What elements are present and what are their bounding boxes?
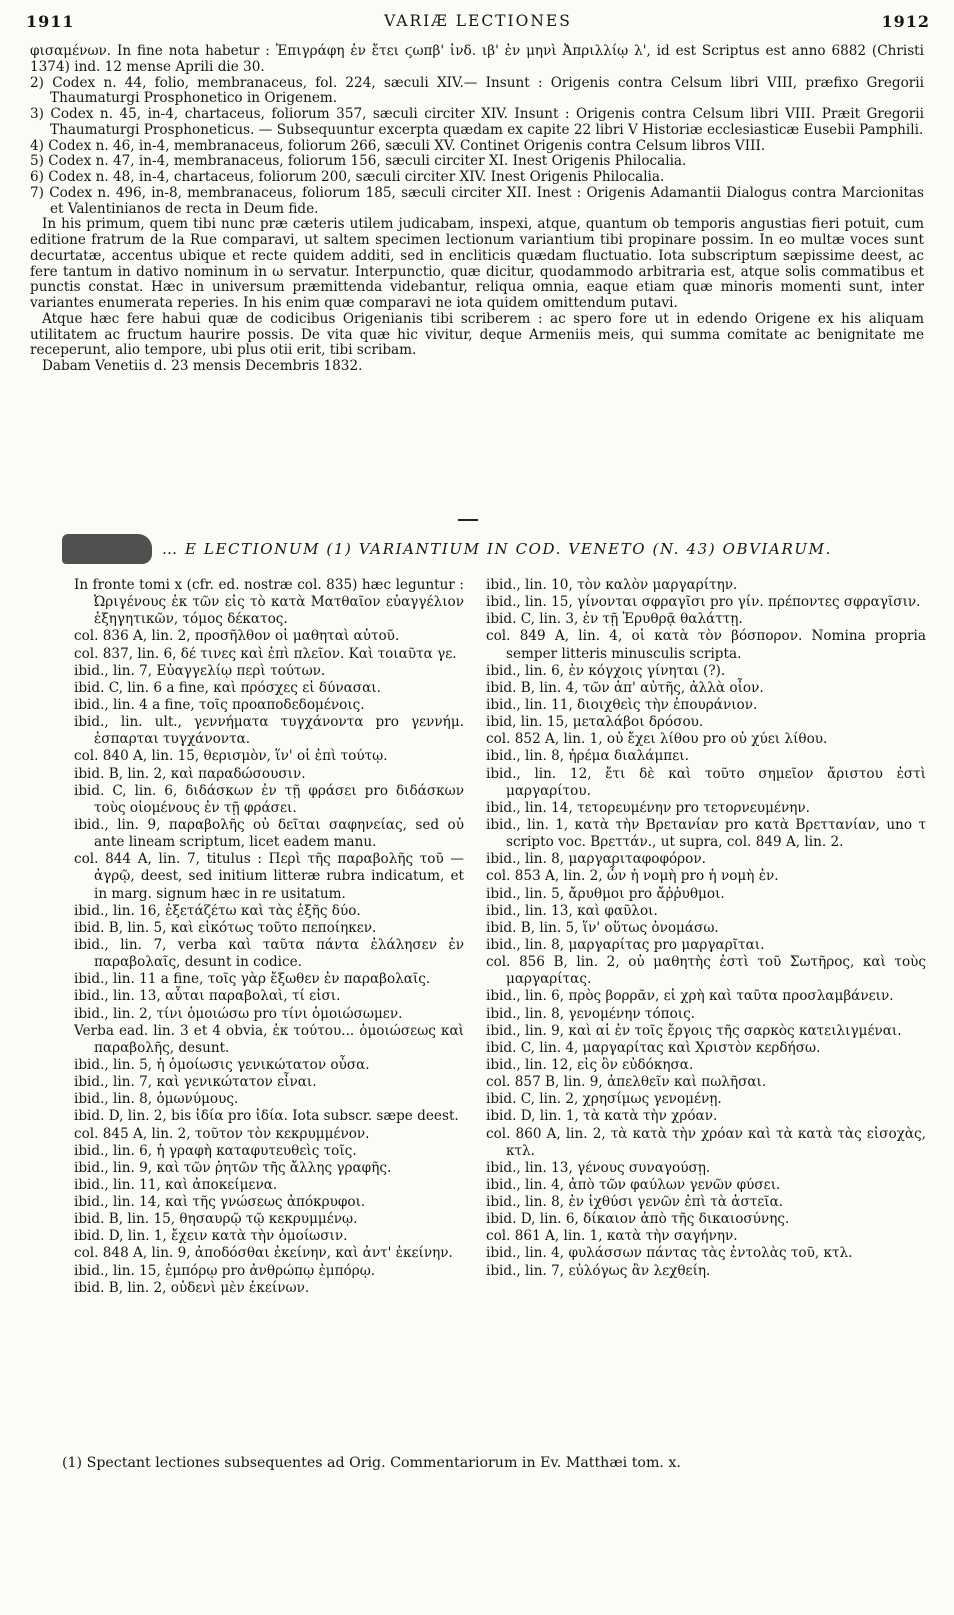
variant-entry: ibid., lin. 5, ἄρυθμοι pro ἄῤῥυθμοι. — [486, 885, 725, 902]
left-column — [74, 577, 464, 1297]
variant-entry: ibid., lin. 9, καὶ αἱ ἐν τοῖς ἔργοις τῆς σαρκὸς κατειλιγμέναι. — [486, 1022, 902, 1039]
variant-entry: ibid., lin. 1, κατὰ τὴν Βρετανίαν pro κατὰ Βρεττανίαν, uno τ scripto voc. Βρεττάν., ut supra, col. 849 A, lin. 2. — [486, 816, 926, 851]
variant-entry: ibid. D, lin. 6, δίκαιον ἀπὸ τῆς δικαιοσύνης. — [486, 1211, 790, 1228]
variant-entry: ibid. D, lin. 1, τὰ κατὰ τὴν χρόαν. — [486, 1108, 718, 1125]
variant-entry: ibid. B, lin. 15, θησαυρῷ τῷ κεκρυμμένῳ. — [74, 1211, 358, 1228]
variant-entry: ibid., lin. 7, καὶ γενικώτατον εἶναι. — [74, 1074, 317, 1091]
variant-entry: ibid., lin. 4, φυλάσσων πάντας τὰς ἐντολὰς τοῦ, κτλ. — [486, 1245, 853, 1262]
variant-entry: ibid. C, lin. 4, μαργαρίτας καὶ Χριστὸν κερδήσω. — [486, 1039, 821, 1056]
codex-entry: 3) Codex n. 45, in-4, chartaceus, foliorum 357, sæculi circiter XIV. Insunt : Origenis contra Celsum libri VIII. Præit Gregorii Thaumaturgi Prosphoneticus. — Subsequuntur excerpta quædam ex capite 22 libri V Historiæ ecclesiasticæ Eusebii Pamphili. — [30, 106, 924, 138]
variant-entry: ibid., lin. 12, εἰς ὃν εὐδόκησα. — [486, 1056, 694, 1073]
variant-entry: ibid. B, lin. 2, καὶ παραδώσουσιν. — [74, 765, 306, 782]
variant-entry: ibid., lin. 13, γένους συναγούσῃ. — [486, 1159, 711, 1176]
variant-entry: ibid., lin. 6, ἐν κόγχοις γίνηται (?). — [486, 662, 726, 679]
variant-entry: ibid. C, lin. 6, διδάσκων ἐν τῇ φράσει pro διδάσκων τοὺς οἰομένους ἐν τῇ φράσει. — [74, 782, 464, 816]
section-title: … E LECTIONUM (1) VARIANTIUM IN COD. VENETO (N. 43) OBVIARUM. — [162, 540, 832, 558]
variant-entry: ibid., lin. 14, τετορευμένην pro τετορνευμένην. — [486, 799, 810, 816]
variant-entry: ibid., lin. 8, ἠρέμα διαλάμπει. — [486, 748, 689, 765]
dateline: Dabam Venetiis d. 23 mensis Decembris 1832. — [42, 358, 363, 374]
variant-entry: ibid., lin. 14, καὶ τῆς γνώσεως ἀπόκρυφοι. — [74, 1194, 366, 1211]
variant-entry: col. 836 A, lin. 2, προσῆλθον οἱ μαθηταὶ αὐτοῦ. — [74, 628, 400, 645]
variant-entry: col. 848 A, lin. 9, ἀποδόσθαι ἐκείνην, καὶ ἀντ' ἐκείνην. — [74, 1245, 453, 1262]
variant-entry: Verba ead. lin. 3 et 4 obvia, ἐκ τούτου... ὁμοιώσεως καὶ παραβολῆς, desunt. — [74, 1022, 464, 1056]
variant-entry: ibid., lin. 16, ἐξετάζέτω καὶ τὰς ἑξῆς δύο. — [74, 902, 361, 919]
right-column — [486, 577, 926, 1280]
variant-entry: ibid., lin. 6, ἡ γραφὴ καταφυτευθεὶς τοῖς. — [74, 1142, 357, 1159]
variant-entry: ibid., lin. 4, ἀπὸ τῶν φαύλων γενῶν φύσει. — [486, 1176, 781, 1193]
variant-entry: ibid., lin. 4 a fine, τοῖς προαποδεδομένοις. — [74, 696, 365, 713]
codex-entry: 5) Codex n. 47, in-4, membranaceus, foliorum 156, sæculi circiter XI. Inest Origenis Philocalia. — [30, 153, 687, 170]
body-paragraph: Atque hæc fere habui quæ de codicibus Origenianis tibi scriberem : ac spero fore ut in edendo Origene ex his aliquam utilitatem ac fructum haurire possis. De vita quæ hic vivitur, deque Armeniis meis, qui summa comitate ac benignitate me receperunt, alio tempore, ubi plus otii erit, tibi scribam. — [30, 310, 924, 359]
variant-entry: ibid., lin. ult., γεννήματα τυγχάνοντα pro γεννήμ. ἐσπαρται τυγχάνοντα. — [74, 714, 464, 748]
variant-entry: ibid., lin. 13, αὗται παραβολαὶ, τί εἰσι. — [74, 988, 341, 1005]
variant-entry: ibid. D, lin. 1, ἔχειν κατὰ τὴν ὁμοίωσιν. — [74, 1228, 348, 1245]
variant-entry: ibid., lin. 8, ὁμωνύμους. — [74, 1091, 239, 1108]
variant-entry: ibid. B, lin. 5, ἵν' οὕτως ὀνομάσω. — [486, 919, 719, 936]
variant-entry: ibid., lin. 8, γενομένην τόποις. — [486, 1005, 696, 1022]
running-title: VARIÆ LECTIONES — [384, 12, 572, 30]
variant-entry: ibid., lin. 7, verba καὶ ταῦτα πάντα ἐλάλησεν ἐν παραβολαῖς, desunt in codice. — [74, 936, 464, 971]
variant-entry: ibid., lin. 8, μαργαρίτας pro μαργαρῖται. — [486, 936, 765, 953]
variant-entry: ibid., lin. 8, μαργαριταφοφόρον. — [486, 851, 706, 868]
variant-entry: col. 840 A, lin. 15, θερισμὸν, ἵν' οἱ ἐπὶ τούτῳ. — [74, 748, 388, 765]
variant-entry: col. 853 A, lin. 2, ὧν ἡ νομὴ pro ἡ νομὴ ἐν. — [486, 868, 779, 885]
variant-entry: ibid. C, lin. 3, ἐν τῇ Ἐρυθρᾷ θαλάττῃ. — [486, 611, 743, 628]
codex-entry: 7) Codex n. 496, in-8, membranaceus, foliorum 185, sæculi circiter XII. Inest : Origenis Adamantii Dialogus contra Marcionitas et Valentinianos de recta in Deum fide. — [30, 184, 924, 217]
codex-entry: 4) Codex n. 46, in-4, membranaceus, foliorum 266, sæculi XV. Continet Origenis contra Celsum libros VIII. — [30, 137, 766, 154]
variant-entry: col. 861 A, lin. 1, κατὰ τὴν σαγήνην. — [486, 1228, 738, 1245]
variant-entry: col. 852 A, lin. 1, οὐ ἔχει λίθου pro οὐ χύει λίθου. — [486, 731, 828, 748]
variant-entry: col. 849 A, lin. 4, οἱ κατὰ τὸν βόσπορον. Nomina propria semper litteris minusculis scripta. — [486, 628, 926, 662]
variant-entry: ibid., lin. 15, ἐμπόρῳ pro ἀνθρώπῳ ἐμπόρῳ. — [74, 1262, 376, 1279]
body-paragraph: In his primum, quem tibi nunc præ cæteris utilem judicabam, inspexi, atque, quantum ob temporis angustias fieri potuit, cum editione fratrum de la Rue comparavi, ut saltem specimen lectionum variantium tibi propinare possim. In eo multæ voces sunt decurtatæ, accentus ubique et recte quidem additi, sed in encliticis quædam fluctuatio. Iota subscriptum sæpissime deest, ac fere tantum in dativo nominum in ω servatur. Interpunctio, quæ dicitur, quodammodo arbitraria est, atque solis commatibus et punctis constat. Hæc in universum præmittenda videbantur, reliqua omnia, eaque etiam quæ minoris momenti sunt, inter variantes enumerata reperies. In his enim quæ comparavi ne iota quidem omittendum putavi. — [30, 216, 924, 311]
variant-entry: ibid., lin. 2, τίνι ὁμοιώσω pro τίνι ὁμοιώσωμεν. — [74, 1005, 403, 1022]
variant-entry: ibid., lin. 6, πρὸς βορρᾶν, εἰ χρὴ καὶ ταῦτα προσλαμβάνειν. — [486, 988, 894, 1005]
variant-entry: ibid., lin. 8, ἐν ἰχθύσι γενῶν ἐπὶ τὰ ἀστεῖα. — [486, 1194, 784, 1211]
codex-entry: 2) Codex n. 44, folio, membranaceus, fol. 224, sæculi XIV.— Insunt : Origenis contra Celsum libri VIII, præfixo Gregorii Thaumaturgi Prosphonetico in Origenem. — [30, 74, 924, 107]
column-number-left: 1911 — [26, 12, 75, 31]
variant-entry: col. 837, lin. 6, δέ τινες καὶ ἐπὶ πλεῖον. Καὶ τοιαῦτα γε. — [74, 645, 457, 662]
variant-entry: ibid. B, lin. 5, καὶ εἰκότως τοῦτο πεποίηκεν. — [74, 919, 377, 936]
variant-entry: col. 860 A, lin. 2, τὰ κατὰ τὴν χρόαν καὶ τὰ κατὰ τὰς εἰσοχὰς, κτλ. — [486, 1125, 926, 1159]
variant-entry: ibid., lin. 13, καὶ φαῦλοι. — [486, 902, 658, 919]
variant-entry: In fronte tomi x (cfr. ed. nostræ col. 835) hæc leguntur : Ὠριγένους ἐκ τῶν εἰς τὸ κατὰ Ματθαῖον εὐαγγέλιον ἐξηγητικῶν, τόμος δέκατος. — [74, 577, 464, 628]
section-divider — [458, 519, 478, 521]
text-line: φισαμένων. In fine nota habetur : Ἐπιγράφη ἐν ἔτει ϛωπβ' ἰνδ. ιβ' ἐν μηνὶ Ἀπριλλίῳ λ', id est Scriptus est anno 6882 (Christi 1374) ind. 12 mense Aprili die 30. — [30, 43, 924, 75]
variant-entry: ibid., lin. 9, παραβολῆς οὐ δεῖται σαφηνείας, sed οὐ ante lineam scriptum, licet eadem manu. — [74, 816, 464, 851]
variant-entry: ibid., lin. 11 a fine, τοῖς γὰρ ἔξωθεν ἐν παραβολαῖς. — [74, 971, 431, 988]
variant-entry: col. 856 B, lin. 2, οὐ μαθητὴς ἐστὶ τοῦ Σωτῆρος, καὶ τοὺς μαργαρίτας. — [486, 954, 926, 988]
variant-entry: ibid., lin. 11, καὶ ἀποκείμενα. — [74, 1176, 278, 1193]
footnote: (1) Spectant lectiones subsequentes ad Orig. Commentariorum in Ev. Matthæi tom. x. — [62, 1455, 681, 1471]
variant-entry: ibid, lin. 15, μεταλάβοι δρόσου. — [486, 714, 704, 731]
variant-entry: ibid., lin. 11, διοιχθεὶς τὴν ἐπουράνιον. — [486, 696, 758, 713]
variant-entry: ibid., lin. 15, γίνονται σφραγῖσι pro γίν. πρέποντες σφραγῖσιν. — [486, 594, 921, 611]
variant-entry: ibid., lin. 10, τὸν καλὸν μαργαρίτην. — [486, 577, 738, 593]
variant-entry: ibid. C, lin. 2, χρησίμως γενομένῃ. — [486, 1091, 722, 1108]
variant-entry: col. 844 A, lin. 7, titulus : Περὶ τῆς παραβολῆς τοῦ — ἀγρῷ, deest, sed initium litteræ rubra indicatum, et in marg. signum hæc in re usitatum. — [74, 851, 464, 902]
variant-entry: ibid. B, lin. 2, οὐδενὶ μὲν ἐκείνων. — [74, 1279, 310, 1296]
letter-text — [30, 44, 924, 375]
variant-entry: ibid., lin. 5, ἡ ὁμοίωσις γενικώτατον οὖσα. — [74, 1056, 370, 1073]
variant-entry: ibid., lin. 9, καὶ τῶν ῥητῶν τῆς ἄλλης γραφῆς. — [74, 1159, 392, 1176]
variant-entry: ibid., lin. 7, Εὐαγγελίῳ περὶ τούτων. — [74, 662, 326, 679]
variant-entry: ibid., lin. 7, εὐλόγως ἂν λεχθείη. — [486, 1262, 711, 1279]
running-header — [26, 12, 930, 38]
variant-entry: col. 845 A, lin. 2, τοῦτον τὸν κεκρυμμένον. — [74, 1125, 370, 1142]
variant-entry: ibid. B, lin. 4, τῶν ἀπ' αὐτῆς, ἀλλὰ οἶον. — [486, 679, 764, 696]
variant-entry: col. 857 B, lin. 9, ἀπελθεῖν καὶ πωλῆσαι. — [486, 1074, 767, 1091]
variant-entry: ibid. C, lin. 6 a fine, καὶ πρόσχες εἰ δύνασαι. — [74, 679, 381, 696]
variant-entry: ibid., lin. 12, ἔτι δὲ καὶ τοῦτο σημεῖον ἄριστου ἐστὶ μαργαρίτου. — [486, 765, 926, 799]
codex-entry: 6) Codex n. 48, in-4, chartaceus, foliorum 200, sæculi circiter XIV. Inest Origenis Philocalia. — [30, 169, 665, 185]
variant-entry: ibid. D, lin. 2, bis ἰδία pro ἰδία. Iota subscr. sæpe deest. — [74, 1108, 459, 1125]
column-number-right: 1912 — [881, 12, 930, 31]
